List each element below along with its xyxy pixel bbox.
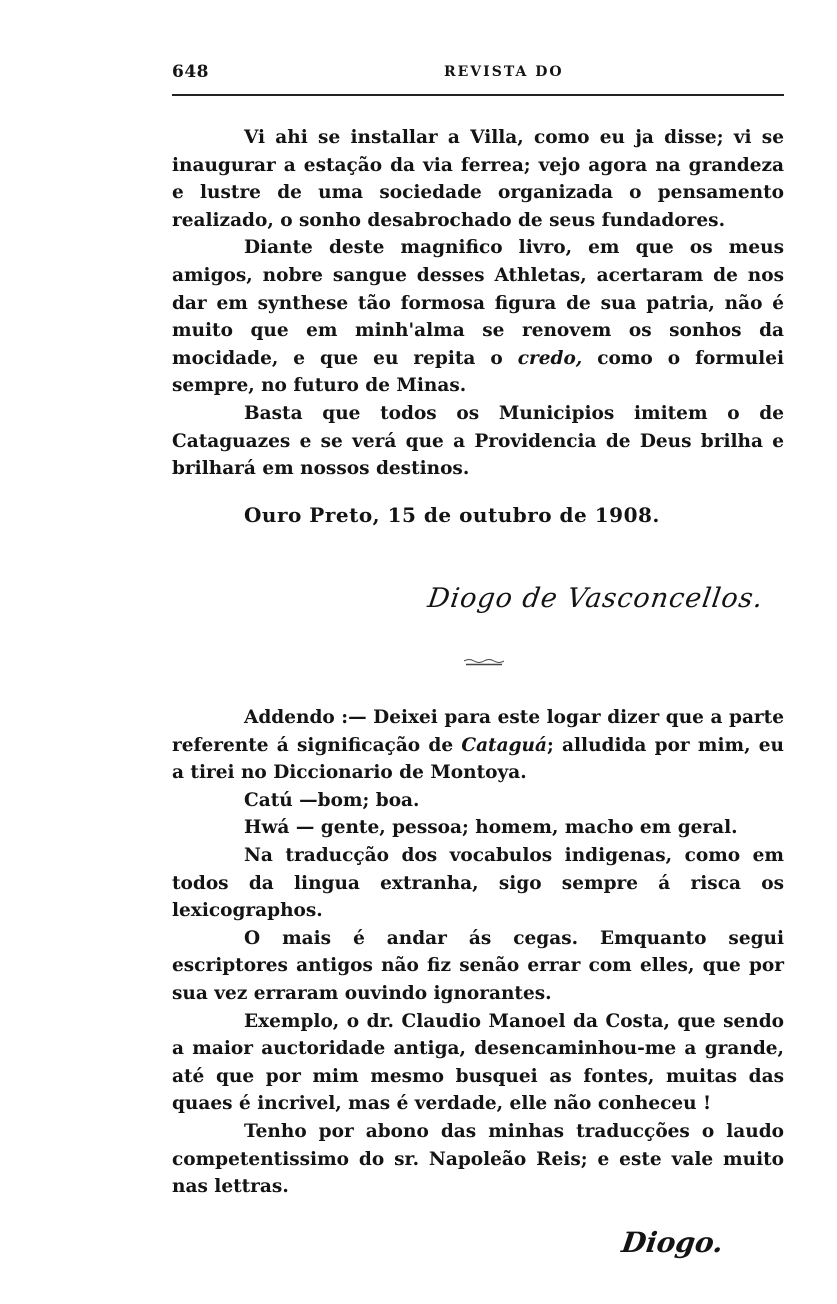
paragraph: Basta que todos os Municipios imitem o de Cataguazes e se verá que a Providencia de Deus brilha e brilhará em nossos destinos. [172, 402, 784, 480]
credo-word: credo, [517, 347, 583, 369]
page-header [172, 62, 784, 90]
place-date: Ouro Preto, 15 de outubro de 1908. [244, 503, 660, 527]
paragraph-text-tail: como o formulei sempre, no futuro de Minas. [172, 347, 784, 397]
cataguá-word: Cataguá [461, 734, 547, 756]
ornament-divider [464, 658, 504, 666]
closing-signature: Diogo. [619, 1226, 726, 1259]
page-number: 648 [172, 62, 209, 82]
letter-body [172, 124, 784, 483]
addendum [172, 704, 784, 1201]
paragraph-text: Diante deste magnifico livro, em que os meus amigos, nobre sangue desses Athletas, acertaram de nos dar em synthese tão formosa figura de sua patria, não é muito que em minh'alma se renovem os sonhos da mocidade, e que eu repita o [172, 237, 784, 369]
running-title: REVISTA DO [444, 64, 564, 80]
addendum-paragraph: O mais é andar ás cegas. Emquanto segui escriptores antigos não fiz senão errar com elles, que por sua vez erraram ouvindo ignorantes. [172, 927, 784, 1004]
addendum-lead-tail: ; alludida por mim, eu a tirei no Diccionario de Montoya. [172, 734, 784, 784]
addendum-paragraph: Hwá — gente, pessoa; homem, macho em geral. [244, 817, 738, 839]
addendum-paragraph [172, 704, 784, 787]
addendum-paragraph: Tenho por abono das minhas traducções o laudo competentissimo do sr. Napoleão Reis; e este vale muito nas lettras. [172, 1120, 784, 1198]
addendum-paragraph: Exemplo, o dr. Claudio Manoel da Costa, que sendo a maior auctoridade antiga, desencaminhou-me a grande, até que por mim mesmo busquei as fontes, muitas das quaes é incrivel, mas é verdade, elle não conheceu ! [172, 1010, 784, 1115]
addendum-paragraph: Na traducção dos vocabulos indigenas, como em todos da lingua extranha, sigo sempre á risca os lexicographos. [172, 844, 784, 922]
signature: Diogo de Vasconcellos. [425, 583, 766, 614]
addendum-paragraph: Catú —bom; boa. [244, 789, 420, 811]
addendum-lead: Addendo :— Deixei para este logar dizer que a parte referente á significação de [172, 707, 784, 756]
paragraph [172, 234, 784, 400]
paragraph: Vi ahi se installar a Villa, como eu ja disse; vi se inaugurar a estação da via ferrea; vejo agora na grandeza e lustre de uma sociedade organizada o pensamento realizado, o sonho desabrochado de seus fundadores. [172, 127, 784, 231]
header-rule [172, 94, 784, 96]
